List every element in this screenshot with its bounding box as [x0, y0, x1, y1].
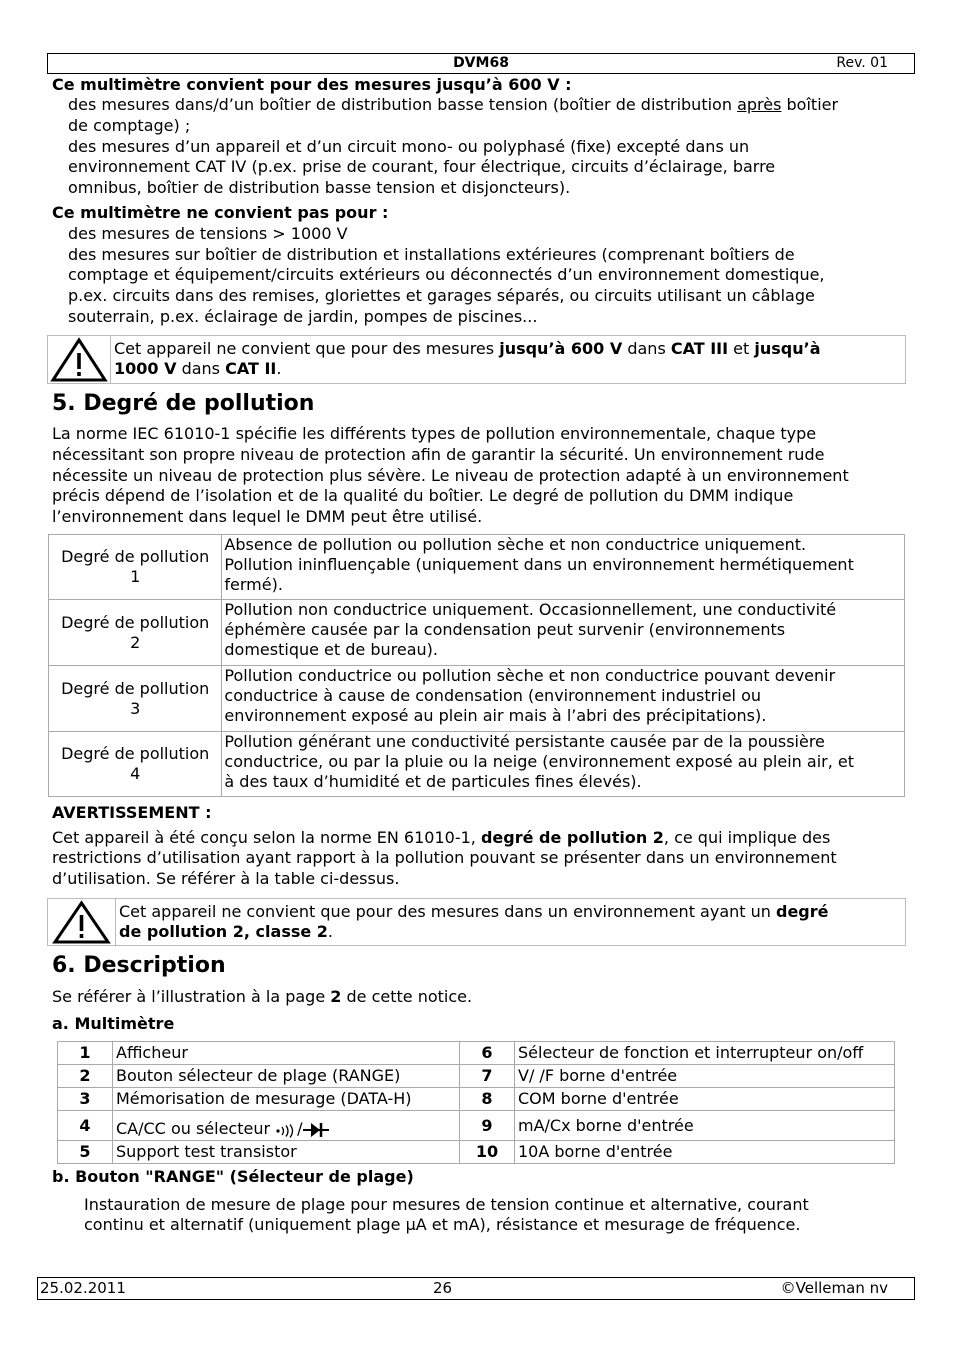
- part-number: 9: [460, 1111, 515, 1141]
- avertissement-heading: AVERTISSEMENT :: [52, 803, 212, 822]
- part-number: 6: [460, 1042, 515, 1065]
- part-label: Bouton sélecteur de plage (RANGE): [113, 1065, 460, 1088]
- table-row: [58, 1141, 895, 1164]
- section-5-para-line-3: nécessite un niveau de protection plus sévère. Le niveau de protection adapté à un environnement: [52, 466, 849, 485]
- suitable-heading: Ce multimètre convient pour des mesures jusqu’à 600 V :: [52, 75, 572, 94]
- section-5-para-line-4: précis dépend de l’isolation et de la qualité du boîtier. Le degré de pollution du DMM indique: [52, 486, 794, 505]
- warning-2-line-1: Cet appareil ne convient que pour des mesures dans un environnement ayant un degré: [119, 902, 829, 921]
- section-5-para-line-1: La norme IEC 61010-1 spécifie les différents types de pollution environnementale, chaque type: [52, 424, 817, 443]
- continuity-icon: [275, 1123, 297, 1137]
- table-row: [58, 1088, 895, 1111]
- table-row: [58, 1111, 895, 1141]
- table-row: [58, 1065, 895, 1088]
- diode-icon: [303, 1122, 329, 1138]
- part-number: 1: [58, 1042, 113, 1065]
- subsection-b-title: b. Bouton "RANGE" (Sélecteur de plage): [52, 1167, 414, 1186]
- part-label: Sélecteur de fonction et interrupteur on/off: [515, 1042, 895, 1065]
- subsection-b-line-1: Instauration de mesure de plage pour mesures de tension continue et alternative, courant: [84, 1195, 809, 1214]
- not-suitable-heading: Ce multimètre ne convient pas pour :: [52, 203, 389, 222]
- part-label: V/ /F borne d'entrée: [515, 1065, 895, 1088]
- suitable-line-5: omnibus, boîtier de distribution basse tension et disjoncteurs).: [68, 178, 571, 197]
- pollution-table: [48, 534, 905, 797]
- not-suitable-line-1: des mesures de tensions > 1000 V: [68, 224, 348, 243]
- subsection-b-line-2: continu et alternatif (uniquement plage µA et mA), résistance et mesurage de fréquence.: [84, 1215, 801, 1234]
- warning-icon: [48, 899, 116, 945]
- part-label: Mémorisation de mesurage (DATA-H): [113, 1088, 460, 1111]
- subsection-a-title: a. Multimètre: [52, 1014, 175, 1033]
- pollution-degree-cell: Degré de pollution 4: [49, 732, 222, 797]
- part-label: Support test transistor: [113, 1141, 460, 1164]
- not-suitable-line-3: comptage et équipement/circuits extérieurs ou déconnectés d’un environnement domestique,: [68, 265, 825, 284]
- section-5-para-line-2: nécessitant son propre niveau de protection afin de garantir la sécurité. Un environnement rude: [52, 445, 825, 464]
- warning-box-voltage: [47, 335, 906, 384]
- avertissement-line-1: Cet appareil à été conçu selon la norme EN 61010-1, degré de pollution 2, ce qui implique des: [52, 828, 831, 847]
- pollution-description-cell: Pollution non conductrice uniquement. Occasionnellement, une conductivité éphémère causée par la condensation peut survenir (environnements domestique et de bureau).: [222, 600, 905, 666]
- part-number: 8: [460, 1088, 515, 1111]
- section-6-title: 6. Description: [52, 953, 226, 978]
- suitable-line-3: des mesures d’un appareil et d’un circuit mono- ou polyphasé (fixe) excepté dans un: [68, 137, 750, 156]
- page-header: [47, 53, 915, 74]
- footer-copyright: ©Velleman nv: [780, 1279, 888, 1297]
- pollution-description-cell: Pollution générant une conductivité persistante causée par de la poussière conductrice, ou par la pluie ou la neige (environnement exposé au plein air, et à des taux d’humidité et de particules fines élevés).: [222, 732, 905, 797]
- avertissement-line-3: d’utilisation. Se référer à la table ci-dessus.: [52, 869, 400, 888]
- avertissement-line-2: restrictions d’utilisation ayant rapport à la pollution pouvant se présenter dans un environnement: [52, 848, 837, 867]
- pollution-description-cell: Absence de pollution ou pollution sèche et non conductrice uniquement. Pollution ininfluençable (uniquement dans un environnement hermétiquement fermé).: [222, 535, 905, 600]
- page-footer: [37, 1277, 915, 1300]
- suitable-line-1: des mesures dans/d’un boîtier de distribution basse tension (boîtier de distribution après boîtier: [68, 95, 839, 114]
- pollution-degree-cell: Degré de pollution 1: [49, 535, 222, 600]
- part-label: 10A borne d'entrée: [515, 1141, 895, 1164]
- warning-1-line-1: Cet appareil ne convient que pour des mesures jusqu’à 600 V dans CAT III et jusqu’à: [114, 339, 821, 358]
- table-row: [49, 535, 905, 600]
- part-label: Afficheur: [113, 1042, 460, 1065]
- not-suitable-line-2: des mesures sur boîtier de distribution et installations extérieures (comprenant boîtiers de: [68, 245, 795, 264]
- warning-icon: [48, 336, 111, 383]
- not-suitable-line-4: p.ex. circuits dans des remises, gloriettes et garages séparés, ou circuits utilisant un câblage: [68, 286, 815, 305]
- warning-1-line-2: 1000 V dans CAT II.: [114, 359, 282, 378]
- table-row: [49, 666, 905, 732]
- part-number: 5: [58, 1141, 113, 1164]
- pollution-description-cell: Pollution conductrice ou pollution sèche et non conductrice pouvant devenir conductrice à cause de condensation (environnement industriel ou environnement exposé au plein air mais à l’abri des précipitations).: [222, 666, 905, 732]
- footer-date: 25.02.2011: [40, 1279, 126, 1297]
- suitable-line-2: de comptage) ;: [68, 116, 191, 135]
- pollution-degree-cell: Degré de pollution 2: [49, 600, 222, 666]
- part-number: 4: [58, 1111, 113, 1141]
- header-model: DVM68: [453, 55, 509, 71]
- pollution-degree-cell: Degré de pollution 3: [49, 666, 222, 732]
- not-suitable-line-5: souterrain, p.ex. éclairage de jardin, pompes de piscines...: [68, 307, 538, 326]
- section-6-intro: Se référer à l’illustration à la page 2 de cette notice.: [52, 987, 473, 1006]
- warning-2-line-2: de pollution 2, classe 2.: [119, 922, 334, 941]
- section-5-title: 5. Degré de pollution: [52, 391, 315, 416]
- warning-box-pollution: [47, 898, 906, 946]
- table-row: [49, 600, 905, 666]
- header-revision: Rev. 01: [836, 55, 888, 71]
- table-row: [49, 732, 905, 797]
- footer-page-number: 26: [433, 1279, 453, 1297]
- part-number: 7: [460, 1065, 515, 1088]
- table-row: [58, 1042, 895, 1065]
- part-label: mA/Cx borne d'entrée: [515, 1111, 895, 1141]
- parts-table: [57, 1041, 895, 1164]
- part-number: 3: [58, 1088, 113, 1111]
- section-5-para-line-5: l’environnement dans lequel le DMM peut être utilisé.: [52, 507, 483, 526]
- part-label-with-icons: CA/CC ou sélecteur /: [113, 1111, 460, 1141]
- part-label: COM borne d'entrée: [515, 1088, 895, 1111]
- part-number: 10: [460, 1141, 515, 1164]
- part-number: 2: [58, 1065, 113, 1088]
- suitable-line-4: environnement CAT IV (p.ex. prise de courant, four électrique, circuits d’éclairage, barre: [68, 157, 776, 176]
